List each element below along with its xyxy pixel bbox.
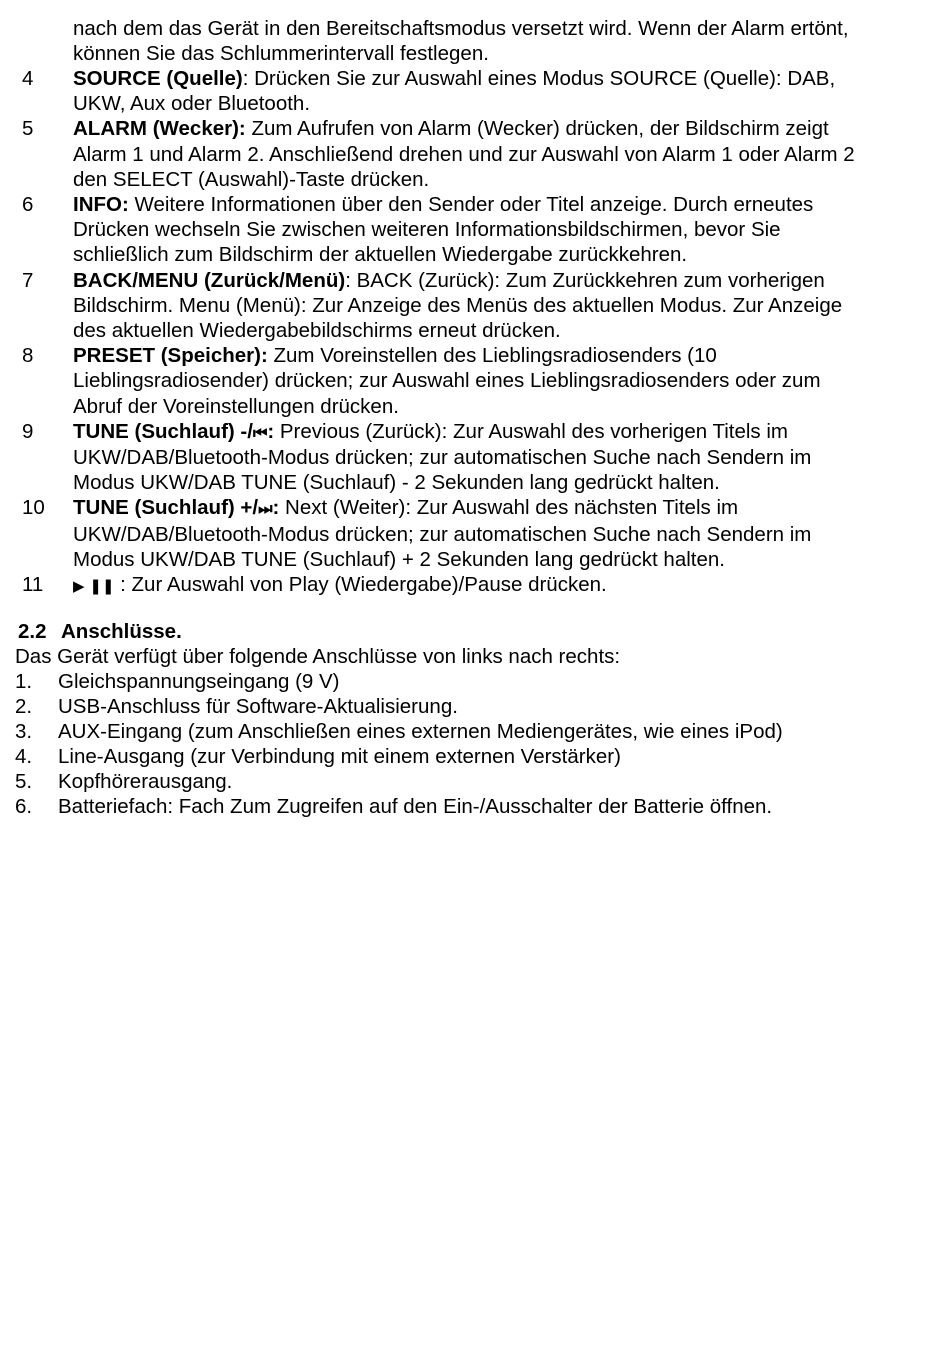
- item-label: INFO:: [73, 193, 129, 217]
- item-label: BACK/MENU (Zurück/Menü): [73, 268, 346, 292]
- item-number: 6.: [15, 795, 33, 818]
- item-description: Previous (Zurück): Zur Auswahl des vorherigen Titels im UKW/DAB/Bluetooth-Modus drücken; zur automatischen Suche nach Sendern im Modus UKW/DAB TUNE (Suchlauf) - 2 Sekunden lang gedrückt halten.: [73, 419, 812, 495]
- item-description: : Zur Auswahl von Play (Wiedergabe)/Pause drücken.: [114, 573, 607, 597]
- item-number: 9: [22, 419, 34, 443]
- play-pause-icon: ▶ ❚❚: [73, 577, 115, 596]
- list-item: [0, 116, 950, 192]
- item-label-end: :: [267, 419, 275, 443]
- item-label: TUNE (Suchlauf) +/: [73, 496, 259, 520]
- list-item: [0, 419, 950, 496]
- list-item: [0, 794, 950, 819]
- item-number: 10: [22, 496, 45, 520]
- item-text: [73, 268, 873, 344]
- item-text: Kopfhörerausgang.: [58, 770, 233, 793]
- list-item: [0, 694, 950, 719]
- item-text: [73, 343, 873, 419]
- item-label: TUNE (Suchlauf) -/: [73, 419, 253, 443]
- continuation-paragraph: nach dem das Gerät in den Bereitschaftsmodus versetzt wird. Wenn der Alarm ertönt, können Sie das Schlummerintervall festlegen.: [73, 17, 849, 66]
- item-label: ALARM (Wecker):: [73, 117, 246, 141]
- list-item: [0, 719, 950, 744]
- list-item: [0, 769, 950, 794]
- item-number: 1.: [15, 670, 33, 693]
- list-item: [0, 495, 950, 572]
- item-number: 7: [22, 268, 34, 292]
- list-item: [0, 268, 950, 344]
- item-text: Line-Ausgang (zur Verbindung mit einem externen Verstärker): [58, 745, 621, 768]
- item-number: 5: [22, 117, 34, 141]
- list-item: [0, 572, 950, 599]
- item-text: [73, 192, 873, 268]
- item-text: [73, 495, 873, 572]
- item-text: Batteriefach: Fach Zum Zugreifen auf den Ein-/Ausschalter der Batterie öffnen.: [58, 795, 773, 818]
- item-text: [73, 66, 873, 116]
- list-item: [0, 669, 950, 694]
- item-label: PRESET (Speicher):: [73, 344, 268, 368]
- item-description: Next (Weiter): Zur Auswahl des nächsten Titels im UKW/DAB/Bluetooth-Modus drücken; zur automatischen Suche nach Sendern im Modus UKW/DAB TUNE (Suchlauf) + 2 Sekunden lang gedrückt halten.: [73, 496, 812, 571]
- list-item: [0, 744, 950, 769]
- controls-list: [0, 66, 950, 599]
- item-number: 4: [22, 67, 34, 90]
- list-item: [0, 192, 950, 268]
- section-heading: [18, 619, 182, 644]
- section-title: Anschlüsse.: [61, 620, 182, 643]
- item-text: [73, 419, 873, 496]
- item-number: 8: [22, 344, 34, 368]
- item-number: 3.: [15, 720, 33, 743]
- item-text: [73, 572, 873, 599]
- item-text: USB-Anschluss für Software-Aktualisierung.: [58, 695, 458, 718]
- list-item: [0, 343, 950, 419]
- skip-forward-icon: ⏭: [258, 499, 273, 519]
- item-number: 2.: [15, 695, 33, 718]
- section-number: 2.2: [18, 620, 47, 643]
- item-number: 4.: [15, 745, 33, 768]
- item-label: SOURCE (Quelle): [73, 67, 243, 90]
- item-description: Weitere Informationen über den Sender oder Titel anzeige. Durch erneutes Drücken wechseln Sie zwischen weiteren Informationsbildschirmen, bevor Sie schließlich zum Bildschirm der aktuellen Wiedergabe zurückkehren.: [73, 193, 814, 267]
- item-text: Gleichspannungseingang (9 V): [58, 670, 340, 693]
- item-text: [73, 116, 873, 192]
- item-description: : BACK (Zurück): Zum Zurückkehren zum vorherigen Bildschirm. Menu (Menü): Zur Anzeige des Menüs des aktuellen Modus. Zur Anzeige des aktuellen Wiedergabebildschirms erneut drücken.: [73, 268, 843, 343]
- list-item: [0, 66, 950, 116]
- item-number: 11: [22, 573, 44, 597]
- item-number: 5.: [15, 770, 33, 793]
- section-intro: Das Gerät verfügt über folgende Anschlüsse von links nach rechts:: [15, 645, 621, 668]
- item-description: : Drücken Sie zur Auswahl eines Modus SOURCE (Quelle): DAB, UKW, Aux oder Bluetooth.: [73, 67, 836, 116]
- item-number: 6: [22, 193, 34, 217]
- item-label-end: :: [272, 496, 280, 520]
- connections-list: [0, 669, 950, 819]
- item-text: AUX-Eingang (zum Anschließen eines externen Mediengerätes, wie eines iPod): [58, 720, 783, 743]
- item-description: Zum Voreinstellen des Lieblingsradiosenders (10 Lieblingsradiosender) drücken; zur Auswahl eines Lieblingsradiosenders oder zum Abruf der Voreinstellungen drücken.: [73, 344, 821, 418]
- item-description: Zum Aufrufen von Alarm (Wecker) drücken, der Bildschirm zeigt Alarm 1 und Alarm 2. Anschließend drehen und zur Auswahl von Alarm 1 oder Alarm 2 den SELECT (Auswahl)-Taste drücken.: [73, 117, 855, 191]
- skip-back-icon: ⏮: [252, 422, 268, 442]
